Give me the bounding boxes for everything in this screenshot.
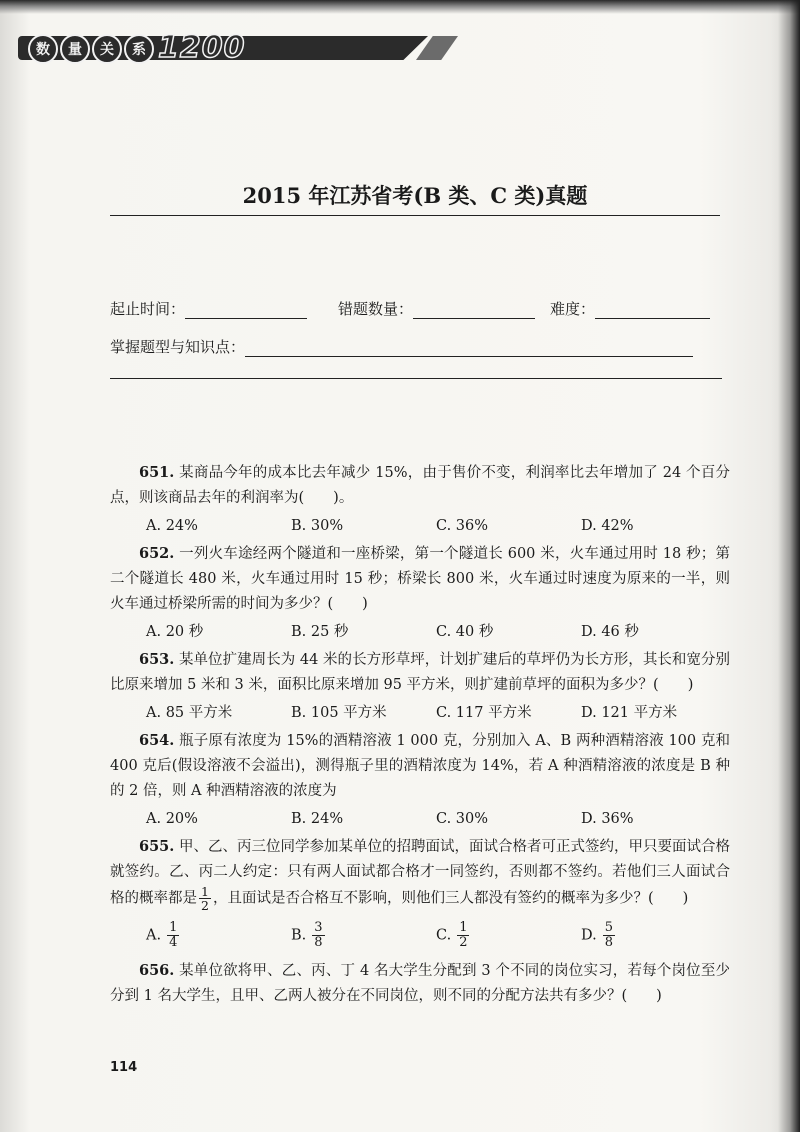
banner-char: 系 <box>124 34 154 64</box>
inline-fraction <box>199 885 211 912</box>
question-656 <box>110 958 730 1009</box>
option-b <box>291 921 436 950</box>
knowledge-field <box>110 336 722 357</box>
option-d: D. 42% <box>581 517 634 534</box>
option-d: D. 36% <box>581 810 634 827</box>
option-label: D. <box>581 927 597 943</box>
question-text: 某单位扩建周长为 44 米的长方形草坪，计划扩建后的草坪仍为长方形，其长和宽分别比原来增加 5 米和 3 米，面积比原来增加 95 平方米，则扩建前草坪的面积为多少？( ) <box>110 652 731 693</box>
option-d: D. 46 秒 <box>581 623 639 640</box>
error-count-label: 错题数量： <box>338 300 414 318</box>
option-c <box>436 921 581 950</box>
error-count-blank[interactable] <box>413 302 535 319</box>
banner-char: 关 <box>92 34 122 64</box>
banner-title-circles <box>28 34 154 64</box>
start-time-field <box>110 298 307 319</box>
banner-number: 1200 <box>158 30 246 65</box>
option-d: D. 121 平方米 <box>581 704 678 721</box>
question-652 <box>110 541 730 617</box>
knowledge-blank[interactable] <box>245 340 693 357</box>
options-651 <box>110 514 730 538</box>
fraction-numerator: 5 <box>604 919 613 935</box>
question-text: 一列火车途经两个隧道和一座桥梁，第一个隧道长 600 米，火车通过用时 18 秒；第二个隧道长 480 米，火车通过用时 15 秒；桥梁长 800 米，火车通过时速度为原来的一半，则火车通过桥梁所需的时间为多少？( ) <box>110 546 731 612</box>
option-label: C. <box>436 927 452 943</box>
option-label: B. <box>291 927 307 943</box>
difficulty-field <box>550 298 710 319</box>
fraction-denominator: 2 <box>201 898 209 913</box>
option-label: A. <box>146 927 162 943</box>
option-fraction <box>167 921 179 950</box>
page-number: 114 <box>110 1060 138 1075</box>
fraction-denominator: 8 <box>604 934 613 950</box>
form-row <box>110 298 722 326</box>
start-time-label: 起止时间： <box>110 300 186 318</box>
banner-char: 数 <box>28 34 58 64</box>
question-655 <box>110 834 730 912</box>
title-underline <box>110 215 720 216</box>
question-number: 656. <box>139 962 175 979</box>
option-c: C. 117 平方米 <box>436 704 532 721</box>
question-number: 653. <box>139 651 175 668</box>
option-c: C. 30% <box>436 810 489 827</box>
page-edge-shadow <box>778 0 800 1132</box>
fraction-numerator: 1 <box>459 919 468 935</box>
option-b: B. 105 平方米 <box>291 704 387 721</box>
page-title: 2015 年江苏省考(B 类、C 类)真题 <box>242 183 588 208</box>
fraction-numerator: 1 <box>201 884 209 899</box>
question-number: 655. <box>139 838 175 855</box>
knowledge-label: 掌握题型与知识点： <box>110 338 246 356</box>
option-b: B. 25 秒 <box>291 623 349 640</box>
options-655 <box>110 915 730 955</box>
option-b: B. 24% <box>291 810 344 827</box>
options-653 <box>110 701 730 725</box>
error-count-field <box>338 298 535 319</box>
question-number: 654. <box>139 732 175 749</box>
fraction-denominator: 4 <box>169 934 178 950</box>
question-text: ，且面试是否合格互不影响，则他们三人都没有签约的概率为多少？( ) <box>212 890 689 907</box>
question-text: 瓶子原有浓度为 15%的酒精溶液 1 000 克，分别加入 A、B 两种酒精溶液 100 克和 400 克后(假设溶液不会溢出)，测得瓶子里的酒精浓度为 14%，若 A 种酒精溶液的浓度是 B 种的 2 倍，则 A 种酒精溶液的浓度为 <box>110 733 731 799</box>
difficulty-blank[interactable] <box>595 302 710 319</box>
option-a: A. 20 秒 <box>146 623 204 640</box>
option-fraction <box>312 921 324 950</box>
start-time-blank[interactable] <box>185 302 307 319</box>
knowledge-blank-line-2[interactable] <box>110 378 722 379</box>
question-list <box>110 460 730 1009</box>
option-c: C. 40 秒 <box>436 623 494 640</box>
option-b: B. 30% <box>291 517 344 534</box>
option-fraction <box>457 921 469 950</box>
top-shadow <box>0 0 800 14</box>
fraction-numerator: 1 <box>169 919 178 935</box>
question-number: 651. <box>139 464 175 481</box>
option-d <box>581 921 726 950</box>
option-a: A. 24% <box>146 517 198 534</box>
option-a <box>146 921 291 950</box>
question-654 <box>110 728 730 804</box>
option-a: A. 85 平方米 <box>146 704 233 721</box>
question-number: 652. <box>139 545 175 562</box>
difficulty-label: 难度： <box>550 300 596 318</box>
fraction-numerator: 3 <box>314 919 323 935</box>
options-654 <box>110 807 730 831</box>
series-banner <box>18 30 460 66</box>
question-text: 某商品今年的成本比去年减少 15%，由于售价不变，利润率比去年增加了 24 个百分点，则该商品去年的利润率为( )。 <box>110 465 730 506</box>
option-a: A. 20% <box>146 810 198 827</box>
question-text: 甲、乙、丙三位同学参加某单位的招聘面试，面试合格者可正式签约，甲只要面试合格就签约。乙、丙二人约定：只有两人面试都合格才一同签约，否则都不签约。若他们三人面试合格的概率都是 <box>110 839 731 907</box>
options-652 <box>110 620 730 644</box>
option-c: C. 36% <box>436 517 489 534</box>
fraction-denominator: 2 <box>459 934 468 950</box>
question-651 <box>110 460 730 511</box>
option-fraction <box>603 921 615 950</box>
question-653 <box>110 647 730 698</box>
fraction-denominator: 8 <box>314 934 323 950</box>
banner-char: 量 <box>60 34 90 64</box>
question-text: 某单位欲将甲、乙、丙、丁 4 名大学生分配到 3 个不同的岗位实习，若每个岗位至少分到 1 名大学生，且甲、乙两人被分在不同岗位，则不同的分配方法共有多少？( ) <box>110 963 730 1004</box>
